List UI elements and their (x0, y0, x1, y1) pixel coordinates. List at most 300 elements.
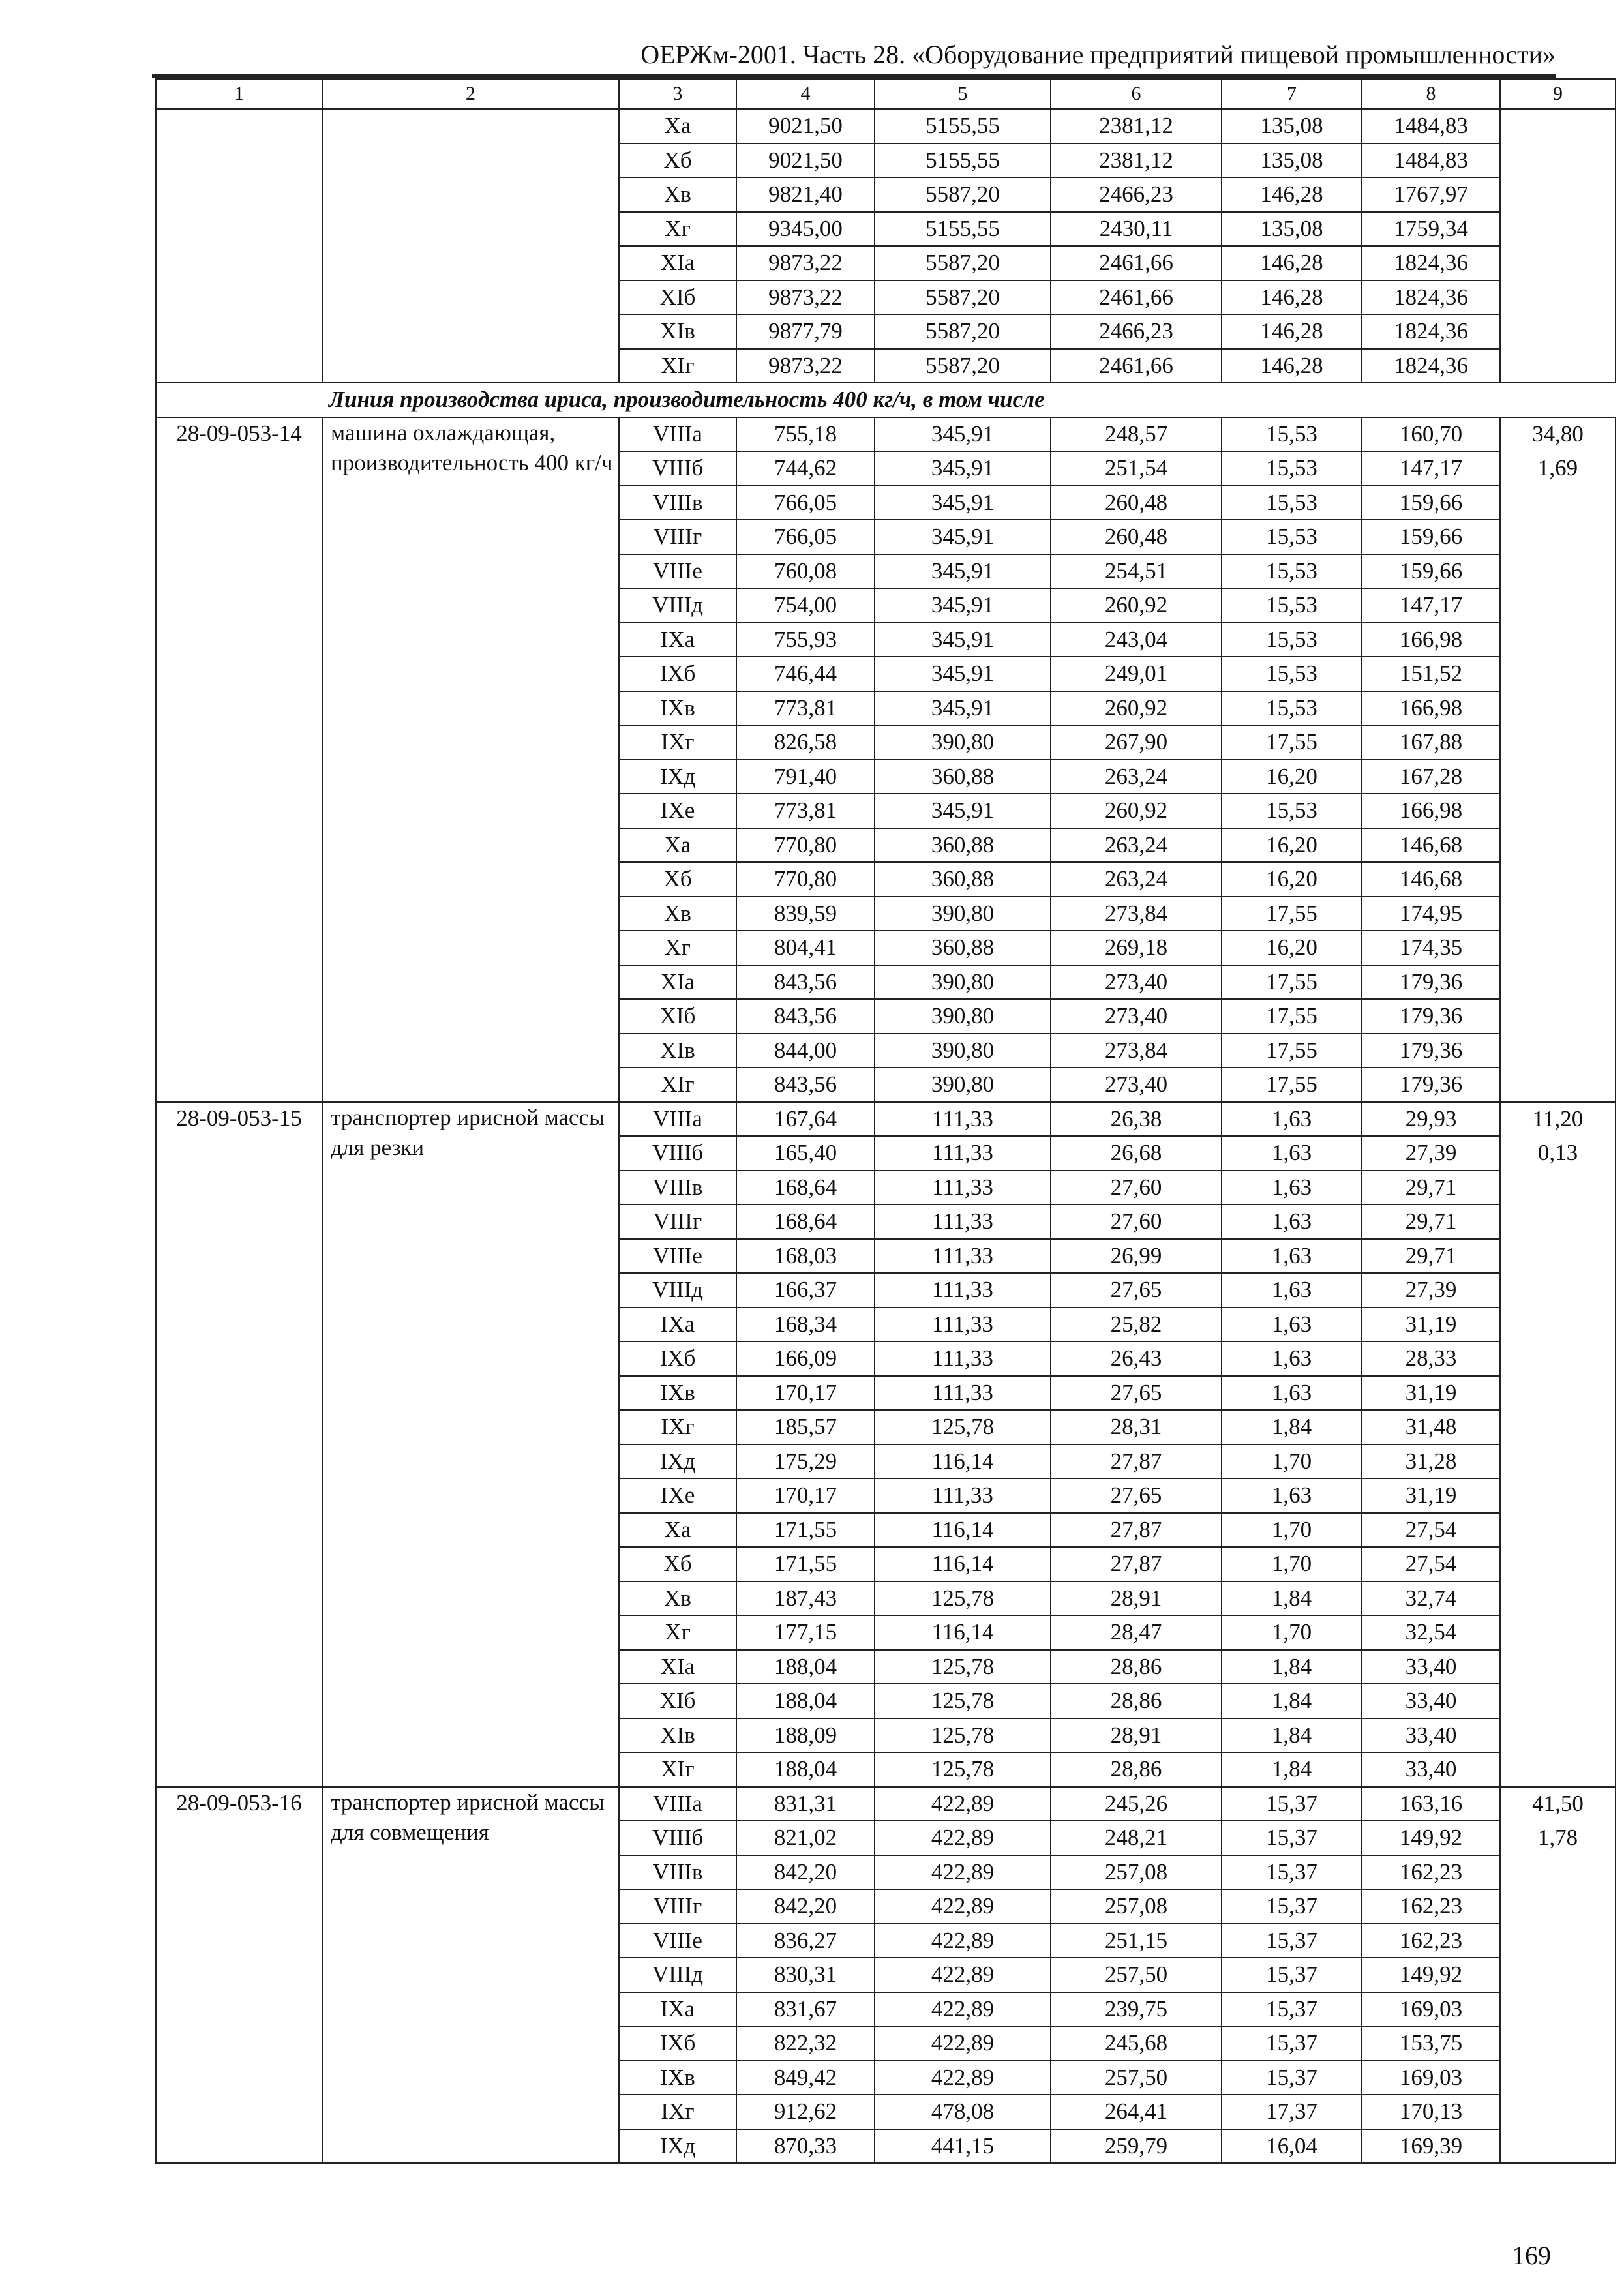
materials-cell: 159,66 (1362, 554, 1500, 589)
machinist-wages-cell: 17,55 (1222, 999, 1362, 1034)
machinist-wages-cell: 15,37 (1222, 1855, 1362, 1890)
total-cost-cell: 766,05 (736, 486, 875, 520)
mark-cell: IХа (619, 1992, 736, 2027)
mark-cell: IХв (619, 1376, 736, 1411)
mark-cell: IХг (619, 2095, 736, 2129)
mark-cell: VIIIд (619, 1958, 736, 1992)
materials-cell: 162,23 (1362, 1855, 1500, 1890)
total-cost-cell: 9873,22 (736, 246, 875, 280)
materials-cell: 1824,36 (1362, 246, 1500, 280)
wages-cell: 111,33 (875, 1308, 1051, 1342)
mark-cell: VIIIг (619, 1204, 736, 1239)
total-cost-cell: 912,62 (736, 2095, 875, 2129)
total-cost-cell: 766,05 (736, 520, 875, 554)
wages-cell: 125,78 (875, 1718, 1051, 1753)
section-row (156, 383, 1616, 417)
wages-cell: 111,33 (875, 1478, 1051, 1513)
mark-cell: IХд (619, 2129, 736, 2164)
machines-cell: 273,40 (1051, 999, 1222, 1034)
mark-cell: IХв (619, 691, 736, 726)
column-number: 6 (1051, 79, 1222, 109)
total-cost-cell: 9345,00 (736, 212, 875, 247)
machines-cell: 2466,23 (1051, 314, 1222, 349)
name-cell: транспортер ирисной массы для резки (322, 1102, 619, 1787)
machinist-wages-cell: 15,37 (1222, 1924, 1362, 1958)
machines-cell: 27,65 (1051, 1376, 1222, 1411)
total-cost-cell: 168,34 (736, 1308, 875, 1342)
code-cell (156, 109, 322, 383)
wages-cell: 5155,55 (875, 109, 1051, 143)
unit-cell (1500, 1102, 1616, 1787)
wages-cell: 5587,20 (875, 280, 1051, 315)
machines-cell: 26,43 (1051, 1341, 1222, 1376)
wages-cell: 111,33 (875, 1102, 1051, 1137)
machines-cell: 27,65 (1051, 1273, 1222, 1308)
wages-cell: 111,33 (875, 1376, 1051, 1411)
mark-cell: ХIб (619, 280, 736, 315)
machinist-wages-cell: 1,63 (1222, 1376, 1362, 1411)
machinist-wages-cell: 1,63 (1222, 1136, 1362, 1171)
total-cost-cell: 188,04 (736, 1752, 875, 1787)
unit-cell (1500, 417, 1616, 1102)
machines-cell: 263,24 (1051, 862, 1222, 897)
wages-cell: 345,91 (875, 554, 1051, 589)
column-number: 9 (1500, 79, 1616, 109)
wages-cell: 390,80 (875, 1034, 1051, 1068)
machines-cell: 239,75 (1051, 1992, 1222, 2027)
total-cost-cell: 177,15 (736, 1615, 875, 1650)
machines-cell: 264,41 (1051, 2095, 1222, 2129)
column-number: 2 (322, 79, 619, 109)
mark-cell: IХг (619, 1410, 736, 1444)
machinist-wages-cell: 15,37 (1222, 1787, 1362, 1821)
materials-cell: 1824,36 (1362, 349, 1500, 383)
wages-cell: 345,91 (875, 520, 1051, 554)
total-cost-cell: 744,62 (736, 451, 875, 486)
mark-cell: IХа (619, 623, 736, 657)
machines-cell: 2466,23 (1051, 177, 1222, 212)
wages-cell: 422,89 (875, 2061, 1051, 2095)
machinist-wages-cell: 1,63 (1222, 1204, 1362, 1239)
machines-cell: 27,65 (1051, 1478, 1222, 1513)
rates-table (155, 78, 1616, 2164)
wages-cell: 116,14 (875, 1513, 1051, 1548)
total-cost-cell: 770,80 (736, 862, 875, 897)
machines-cell: 25,82 (1051, 1308, 1222, 1342)
total-cost-cell: 168,64 (736, 1204, 875, 1239)
column-number: 4 (736, 79, 875, 109)
wages-cell: 441,15 (875, 2129, 1051, 2164)
machines-cell: 248,21 (1051, 1821, 1222, 1855)
wages-cell: 345,91 (875, 588, 1051, 623)
wages-cell: 345,91 (875, 794, 1051, 828)
code-cell: 28-09-053-16 (156, 1787, 322, 2164)
machines-cell: 260,92 (1051, 588, 1222, 623)
wages-cell: 116,14 (875, 1615, 1051, 1650)
mark-cell: VIIIд (619, 1273, 736, 1308)
machines-cell: 28,86 (1051, 1650, 1222, 1684)
materials-cell: 159,66 (1362, 520, 1500, 554)
machinist-wages-cell: 1,63 (1222, 1239, 1362, 1274)
materials-cell: 1759,34 (1362, 212, 1500, 247)
total-cost-cell: 831,31 (736, 1787, 875, 1821)
wages-cell: 345,91 (875, 486, 1051, 520)
materials-cell: 179,36 (1362, 999, 1500, 1034)
machinist-wages-cell: 135,08 (1222, 212, 1362, 247)
machines-cell: 257,50 (1051, 2061, 1222, 2095)
total-cost-cell: 9821,40 (736, 177, 875, 212)
machines-cell: 2381,12 (1051, 143, 1222, 178)
total-cost-cell: 170,17 (736, 1478, 875, 1513)
machinist-labor-value: 1,78 (1537, 1824, 1578, 1850)
wages-cell: 422,89 (875, 2026, 1051, 2061)
machinist-wages-cell: 1,70 (1222, 1615, 1362, 1650)
materials-cell: 33,40 (1362, 1650, 1500, 1684)
mark-cell: VIIIа (619, 417, 736, 452)
materials-cell: 28,33 (1362, 1341, 1500, 1376)
materials-cell: 1824,36 (1362, 280, 1500, 315)
total-cost-cell: 166,09 (736, 1341, 875, 1376)
total-cost-cell: 168,64 (736, 1171, 875, 1205)
mark-cell: VIIIв (619, 1855, 736, 1890)
machinist-wages-cell: 17,55 (1222, 725, 1362, 760)
wages-cell: 111,33 (875, 1136, 1051, 1171)
machinist-wages-cell: 15,53 (1222, 520, 1362, 554)
header-title: ОЕРЖм-2001. Часть 28. «Оборудование предприятий пищевой промышленности» (640, 40, 1556, 69)
machinist-wages-cell: 16,20 (1222, 862, 1362, 897)
machinist-wages-cell: 15,37 (1222, 2061, 1362, 2095)
materials-cell: 31,19 (1362, 1376, 1500, 1411)
materials-cell: 27,54 (1362, 1547, 1500, 1581)
column-number: 8 (1362, 79, 1500, 109)
mark-cell: Хг (619, 1615, 736, 1650)
machinist-wages-cell: 15,53 (1222, 794, 1362, 828)
machinist-wages-cell: 146,28 (1222, 280, 1362, 315)
total-cost-cell: 9873,22 (736, 349, 875, 383)
mark-cell: IХе (619, 1478, 736, 1513)
machines-cell: 27,87 (1051, 1547, 1222, 1581)
machines-cell: 263,24 (1051, 828, 1222, 863)
name-cell: транспортер ирисной массы для совмещения (322, 1787, 619, 2164)
materials-cell: 166,98 (1362, 794, 1500, 828)
machinist-wages-cell: 146,28 (1222, 314, 1362, 349)
wages-cell: 478,08 (875, 2095, 1051, 2129)
mark-cell: Хв (619, 897, 736, 931)
section-pad (156, 383, 322, 417)
machinist-wages-cell: 15,53 (1222, 588, 1362, 623)
wages-cell: 125,78 (875, 1650, 1051, 1684)
column-number: 7 (1222, 79, 1362, 109)
wages-cell: 111,33 (875, 1204, 1051, 1239)
total-cost-cell: 175,29 (736, 1444, 875, 1479)
materials-cell: 33,40 (1362, 1718, 1500, 1753)
wages-cell: 422,89 (875, 1924, 1051, 1958)
materials-cell: 169,03 (1362, 2061, 1500, 2095)
wages-cell: 360,88 (875, 828, 1051, 863)
machines-cell: 273,40 (1051, 1068, 1222, 1102)
machinist-wages-cell: 17,37 (1222, 2095, 1362, 2129)
name-cell (322, 109, 619, 383)
wages-cell: 390,80 (875, 1068, 1051, 1102)
mark-cell: ХIа (619, 1650, 736, 1684)
total-cost-cell: 822,32 (736, 2026, 875, 2061)
total-cost-cell: 9021,50 (736, 109, 875, 143)
materials-cell: 163,16 (1362, 1787, 1500, 1821)
wages-cell: 422,89 (875, 1958, 1051, 1992)
wages-cell: 125,78 (875, 1410, 1051, 1444)
column-number: 1 (156, 79, 322, 109)
code-cell: 28-09-053-14 (156, 417, 322, 1102)
wages-cell: 422,89 (875, 1821, 1051, 1855)
machinist-wages-cell: 16,04 (1222, 2129, 1362, 2164)
mark-cell: ХIг (619, 1068, 736, 1102)
machinist-wages-cell: 15,37 (1222, 1958, 1362, 1992)
machinist-wages-cell: 15,37 (1222, 1992, 1362, 2027)
machines-cell: 2461,66 (1051, 280, 1222, 315)
wages-cell: 360,88 (875, 931, 1051, 965)
materials-cell: 160,70 (1362, 417, 1500, 452)
materials-cell: 166,98 (1362, 623, 1500, 657)
machinist-labor-value: 0,13 (1537, 1139, 1578, 1165)
machines-cell: 251,15 (1051, 1924, 1222, 1958)
materials-cell: 147,17 (1362, 451, 1500, 486)
machinist-wages-cell: 1,63 (1222, 1102, 1362, 1137)
machinist-wages-cell: 16,20 (1222, 931, 1362, 965)
total-cost-cell: 9021,50 (736, 143, 875, 178)
machines-cell: 27,60 (1051, 1204, 1222, 1239)
wages-cell: 345,91 (875, 417, 1051, 452)
machinist-wages-cell: 1,63 (1222, 1308, 1362, 1342)
mark-cell: IХд (619, 760, 736, 794)
materials-cell: 159,66 (1362, 486, 1500, 520)
wages-cell: 5155,55 (875, 143, 1051, 178)
total-cost-cell: 791,40 (736, 760, 875, 794)
materials-cell: 149,92 (1362, 1821, 1500, 1855)
code-cell: 28-09-053-15 (156, 1102, 322, 1787)
mark-cell: IХв (619, 2061, 736, 2095)
machines-cell: 251,54 (1051, 451, 1222, 486)
materials-cell: 146,68 (1362, 862, 1500, 897)
machinist-wages-cell: 1,63 (1222, 1341, 1362, 1376)
materials-cell: 33,40 (1362, 1752, 1500, 1787)
materials-cell: 170,13 (1362, 2095, 1500, 2129)
mark-cell: ХIб (619, 1684, 736, 1718)
wages-cell: 125,78 (875, 1752, 1051, 1787)
wages-cell: 360,88 (875, 760, 1051, 794)
total-cost-cell: 843,56 (736, 999, 875, 1034)
total-cost-cell: 9873,22 (736, 280, 875, 315)
machines-cell: 28,31 (1051, 1410, 1222, 1444)
wages-cell: 5155,55 (875, 212, 1051, 247)
wages-cell: 125,78 (875, 1581, 1051, 1616)
total-cost-cell: 187,43 (736, 1581, 875, 1616)
wages-cell: 422,89 (875, 1889, 1051, 1924)
table-body (156, 79, 1616, 2163)
materials-cell: 153,75 (1362, 2026, 1500, 2061)
machines-cell: 260,48 (1051, 486, 1222, 520)
mark-cell: Хб (619, 862, 736, 897)
machinist-wages-cell: 17,55 (1222, 965, 1362, 1000)
machines-cell: 26,68 (1051, 1136, 1222, 1171)
machines-cell: 248,57 (1051, 417, 1222, 452)
machines-cell: 267,90 (1051, 725, 1222, 760)
total-cost-cell: 843,56 (736, 1068, 875, 1102)
materials-cell: 179,36 (1362, 1068, 1500, 1102)
machines-cell: 273,40 (1051, 965, 1222, 1000)
mark-cell: VIIIа (619, 1787, 736, 1821)
machinist-wages-cell: 15,37 (1222, 1889, 1362, 1924)
machinist-wages-cell: 1,70 (1222, 1513, 1362, 1548)
machines-cell: 243,04 (1051, 623, 1222, 657)
machinist-wages-cell: 146,28 (1222, 177, 1362, 212)
mark-cell: Хб (619, 143, 736, 178)
machinist-wages-cell: 15,53 (1222, 623, 1362, 657)
machines-cell: 260,48 (1051, 520, 1222, 554)
mark-cell: Хв (619, 1581, 736, 1616)
materials-cell: 169,03 (1362, 1992, 1500, 2027)
machines-cell: 257,50 (1051, 1958, 1222, 1992)
mark-cell: ХIг (619, 349, 736, 383)
materials-cell: 1484,83 (1362, 109, 1500, 143)
materials-cell: 31,28 (1362, 1444, 1500, 1479)
machines-cell: 26,38 (1051, 1102, 1222, 1137)
materials-cell: 27,39 (1362, 1136, 1500, 1171)
wages-cell: 111,33 (875, 1239, 1051, 1274)
machinist-wages-cell: 15,37 (1222, 1821, 1362, 1855)
section-title: Линия производства ириса, производительность 400 кг/ч, в том числе (322, 383, 1616, 417)
mark-cell: Ха (619, 828, 736, 863)
wages-cell: 422,89 (875, 1992, 1051, 2027)
labor-cost-value: 11,20 (1532, 1105, 1584, 1131)
total-cost-cell: 165,40 (736, 1136, 875, 1171)
machines-cell: 2381,12 (1051, 109, 1222, 143)
machines-cell: 249,01 (1051, 657, 1222, 691)
machinist-wages-cell: 1,70 (1222, 1444, 1362, 1479)
column-numbers-row (156, 79, 1616, 109)
total-cost-cell: 826,58 (736, 725, 875, 760)
total-cost-cell: 830,31 (736, 1958, 875, 1992)
wages-cell: 422,89 (875, 1855, 1051, 1890)
machines-cell: 260,92 (1051, 794, 1222, 828)
materials-cell: 167,28 (1362, 760, 1500, 794)
mark-cell: VIIIе (619, 1239, 736, 1274)
wages-cell: 390,80 (875, 965, 1051, 1000)
materials-cell: 32,74 (1362, 1581, 1500, 1616)
materials-cell: 179,36 (1362, 965, 1500, 1000)
mark-cell: VIIIб (619, 1136, 736, 1171)
mark-cell: VIIIе (619, 1924, 736, 1958)
machinist-wages-cell: 146,28 (1222, 349, 1362, 383)
mark-cell: IХб (619, 657, 736, 691)
mark-cell: ХIв (619, 1718, 736, 1753)
total-cost-cell: 167,64 (736, 1102, 875, 1137)
wages-cell: 390,80 (875, 725, 1051, 760)
total-cost-cell: 760,08 (736, 554, 875, 589)
machinist-wages-cell: 16,20 (1222, 760, 1362, 794)
total-cost-cell: 188,09 (736, 1718, 875, 1753)
materials-cell: 179,36 (1362, 1034, 1500, 1068)
mark-cell: Хг (619, 931, 736, 965)
total-cost-cell: 185,57 (736, 1410, 875, 1444)
total-cost-cell: 188,04 (736, 1684, 875, 1718)
mark-cell: VIIIе (619, 554, 736, 589)
machines-cell: 269,18 (1051, 931, 1222, 965)
wages-cell: 116,14 (875, 1444, 1051, 1479)
materials-cell: 29,93 (1362, 1102, 1500, 1137)
machines-cell: 257,08 (1051, 1889, 1222, 1924)
wages-cell: 116,14 (875, 1547, 1051, 1581)
materials-cell: 151,52 (1362, 657, 1500, 691)
total-cost-cell: 754,00 (736, 588, 875, 623)
machinist-wages-cell: 1,84 (1222, 1684, 1362, 1718)
materials-cell: 31,48 (1362, 1410, 1500, 1444)
materials-cell: 146,68 (1362, 828, 1500, 863)
table-row (156, 109, 1616, 143)
total-cost-cell: 171,55 (736, 1547, 875, 1581)
wages-cell: 125,78 (875, 1684, 1051, 1718)
total-cost-cell: 804,41 (736, 931, 875, 965)
mark-cell: VIIIб (619, 451, 736, 486)
mark-cell: IХд (619, 1444, 736, 1479)
machinist-wages-cell: 1,70 (1222, 1547, 1362, 1581)
materials-cell: 169,39 (1362, 2129, 1500, 2164)
machinist-wages-cell: 146,28 (1222, 246, 1362, 280)
machines-cell: 273,84 (1051, 1034, 1222, 1068)
machines-cell: 259,79 (1051, 2129, 1222, 2164)
machinist-wages-cell: 15,53 (1222, 417, 1362, 452)
machinist-wages-cell: 17,55 (1222, 897, 1362, 931)
wages-cell: 422,89 (875, 1787, 1051, 1821)
machines-cell: 2461,66 (1051, 246, 1222, 280)
total-cost-cell: 188,04 (736, 1650, 875, 1684)
machines-cell: 273,84 (1051, 897, 1222, 931)
page-number: 169 (1512, 2241, 1551, 2270)
machines-cell: 257,08 (1051, 1855, 1222, 1890)
wages-cell: 5587,20 (875, 246, 1051, 280)
total-cost-cell: 821,02 (736, 1821, 875, 1855)
total-cost-cell: 831,67 (736, 1992, 875, 2027)
total-cost-cell: 836,27 (736, 1924, 875, 1958)
mark-cell: ХIг (619, 1752, 736, 1787)
materials-cell: 174,95 (1362, 897, 1500, 931)
mark-cell: ХIб (619, 999, 736, 1034)
machines-cell: 245,26 (1051, 1787, 1222, 1821)
table-row (156, 1102, 1616, 1137)
wages-cell: 345,91 (875, 623, 1051, 657)
labor-cost-value: 41,50 (1532, 1790, 1584, 1816)
machines-cell: 26,99 (1051, 1239, 1222, 1274)
total-cost-cell: 755,93 (736, 623, 875, 657)
mark-cell: IХб (619, 1341, 736, 1376)
total-cost-cell: 842,20 (736, 1855, 875, 1890)
total-cost-cell: 770,80 (736, 828, 875, 863)
unit-cell (1500, 109, 1616, 383)
mark-cell: Хб (619, 1547, 736, 1581)
total-cost-cell: 870,33 (736, 2129, 875, 2164)
machines-cell: 260,92 (1051, 691, 1222, 726)
machines-cell: 254,51 (1051, 554, 1222, 589)
materials-cell: 29,71 (1362, 1204, 1500, 1239)
materials-cell: 29,71 (1362, 1171, 1500, 1205)
machinist-wages-cell: 17,55 (1222, 1068, 1362, 1102)
machinist-wages-cell: 15,53 (1222, 486, 1362, 520)
mark-cell: VIIIб (619, 1821, 736, 1855)
machinist-wages-cell: 15,53 (1222, 451, 1362, 486)
total-cost-cell: 755,18 (736, 417, 875, 452)
materials-cell: 27,54 (1362, 1513, 1500, 1548)
machines-cell: 27,87 (1051, 1513, 1222, 1548)
labor-cost-value: 34,80 (1532, 421, 1584, 447)
